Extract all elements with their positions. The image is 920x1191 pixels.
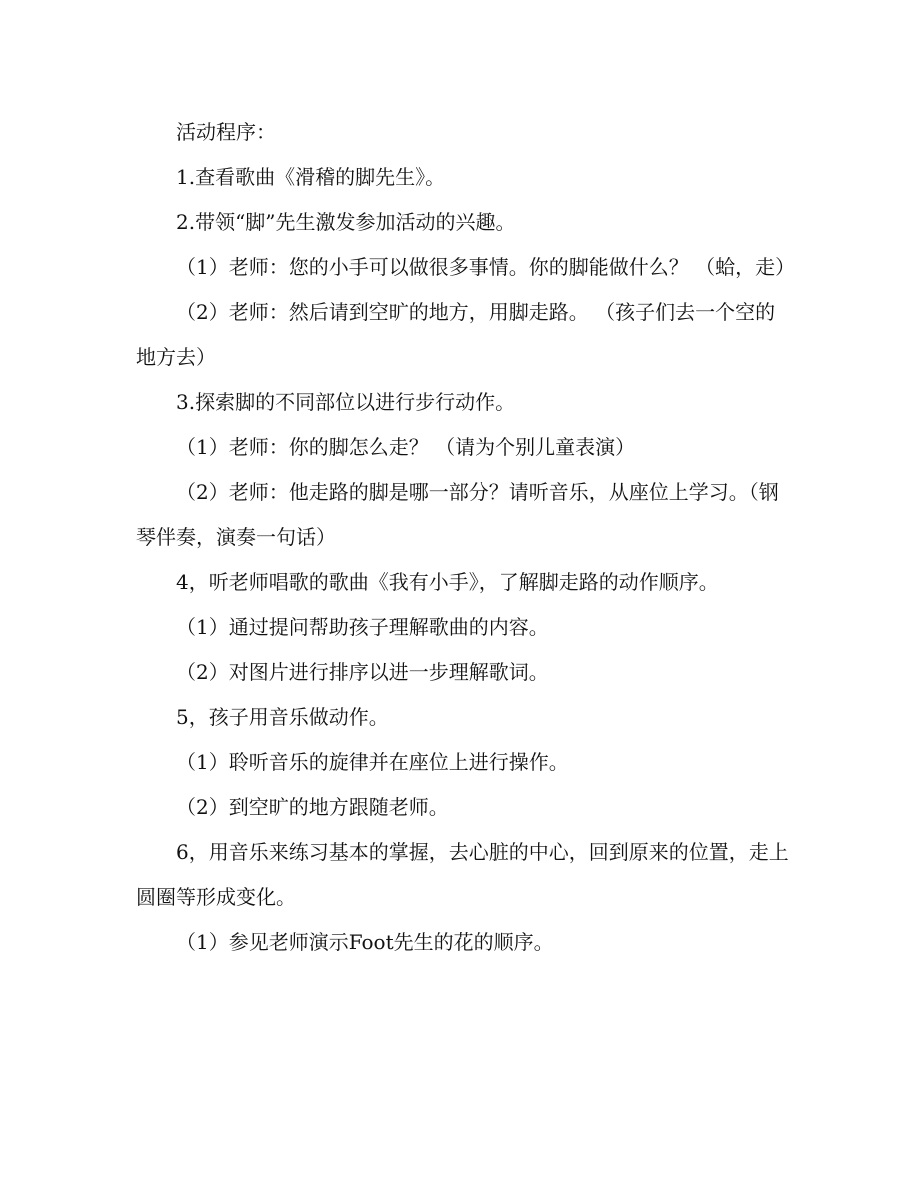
- paragraph-step-6: 6，用音乐来练习基本的掌握，去心脏的中心，回到原来的位置，走上圆圈等形成变化。: [136, 840, 789, 909]
- paragraph-step-3-sub-1: （1）老师：你的脚怎么走？ （请为个别儿童表演）: [176, 435, 636, 459]
- paragraph-step-6-sub-1: （1）参见老师演示Foot先生的花的顺序。: [176, 930, 554, 954]
- paragraph-activity-procedure-heading: 活动程序：: [176, 120, 276, 144]
- paragraph-step-5-sub-2: （2）到空旷的地方跟随老师。: [176, 795, 449, 819]
- document-body: [136, 110, 796, 965]
- paragraph-step-2-sub-1: （1）老师：您的小手可以做很多事情。你的脚能做什么？ （蛤，走）: [176, 255, 796, 279]
- paragraph-step-4-sub-1: （1）通过提问帮助孩子理解歌曲的内容。: [176, 615, 549, 639]
- paragraph-step-4-sub-2: （2）对图片进行排序以进一步理解歌词。: [176, 660, 549, 684]
- paragraph-step-2: 2.带领“脚”先生激发参加活动的兴趣。: [176, 210, 516, 234]
- paragraph-step-4: 4，听老师唱歌的歌曲《我有小手》，了解脚走路的动作顺序。: [176, 570, 719, 594]
- paragraph-step-2-sub-2: （2）老师：然后请到空旷的地方，用脚走路。 （孩子们去一个空的地方去）: [136, 300, 776, 369]
- paragraph-step-3: 3.探索脚的不同部位以进行步行动作。: [176, 390, 516, 414]
- paragraph-step-1: 1.查看歌曲《滑稽的脚先生》。: [176, 165, 446, 189]
- paragraph-step-5-sub-1: （1）聆听音乐的旋律并在座位上进行操作。: [176, 750, 569, 774]
- paragraph-step-5: 5，孩子用音乐做动作。: [176, 705, 389, 729]
- paragraph-step-3-sub-2: （2）老师：他走路的脚是哪一部分？请听音乐，从座位上学习。（钢琴伴奏，演奏一句话）: [136, 480, 779, 549]
